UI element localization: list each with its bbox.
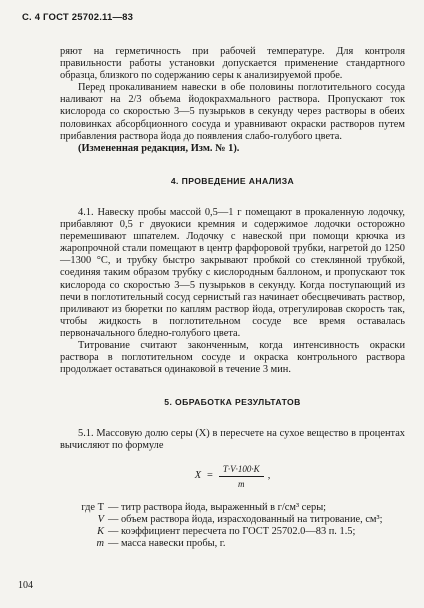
legend-row [60,514,405,526]
legend-row [60,502,405,514]
legend-row [60,538,405,550]
legend-symbol: V [97,513,104,525]
legend-text: — масса навески пробы, г. [108,538,226,549]
amendment-note: (Измененная редакция, Изм. № 1). [78,142,240,154]
legend-text: — титр раствора йода, выраженный в г/см³ серы; [108,501,327,513]
formula-legend [60,502,405,550]
paragraph-4-1: 4.1. Навеску пробы массой 0,5—1 г помещают в прокаленную лодочку, прибавляют 0,5 г двуокиси кремния и содержимое лодочки осторожно перемешивают шпателем. Лодочку с навеской при помощи крючка из жаропрочной стали помещают в центр фарфоровой трубки, нагретой до 1250—1300 °С, и трубку быстро закрывают пробкой со стеклянной трубкой, соединяя таким образом трубку с кислородным баллоном, и пропускают ток кислорода со скоростью 3—5 пузырьков в секунду. Когда поступающий из печи в поглотительный сосуд сернистый газ начинает обесцвечивать раствор, приливают из бюретки по каплям раствор йода, отрегулировав скорость так, чтобы жидкость в поглотительном сосуде все время оставалась первоначального бледно-голубого цвета. [60,206,405,339]
formula-numerator: T·V·100·K [219,463,264,477]
formula-equals: = [207,470,213,482]
legend-row [60,526,405,538]
page-number: 104 [18,580,33,591]
formula-lhs: X [194,470,202,482]
running-header: С. 4 ГОСТ 25702.11—83 [22,12,134,23]
paragraph-5-1: 5.1. Массовую долю серы (X) в пересчете на сухое вещество в процентах вычисляют по формуле [60,428,405,452]
legend-text: — объем раствора йода, израсходованный на титрование, см³; [108,513,383,525]
formula [60,463,405,490]
legend-text: — коэффициент пересчета по ГОСТ 25702.0—83 п. 1.5; [108,525,356,537]
legend-symbol: m [96,538,104,549]
paragraph-4-1-titration: Титрование считают законченным, когда интенсивность окраски раствора в поглотительном сосуде и окраска контрольного раствора продолжает оставаться одинаковой в течение 3 мин. [60,339,405,376]
section-heading-5: 5. ОБРАБОТКА РЕЗУЛЬТАТОВ [164,397,301,408]
section-heading-4: 4. ПРОВЕДЕНИЕ АНАЛИЗА [170,175,295,186]
formula-denominator: m [238,478,245,489]
document-body [60,46,405,550]
paragraph-preparation: Перед прокаливанием навески в обе половины поглотительного сосуда наливают на 2/3 объема йодокрахмального раствора. Пропускают ток кислорода со скоростью 3—5 пузырьков в секунду через растворы в обеих половинках абсорбционного сосуда и уравнивают окраски растворов путем прибавления раствора йода до появления слабо-голубого цвета. [60,82,405,142]
paragraph-continued: ряют на герметичность при рабочей температуре. Для контроля правильности работы установки допускается применение стандартного образца, близкого по содержанию серы к анализируемой пробе. [60,46,405,82]
formula-fraction [219,463,264,490]
legend-symbol: K [97,525,104,537]
formula-tail: , [267,470,271,482]
legend-symbol: где T [81,501,104,513]
